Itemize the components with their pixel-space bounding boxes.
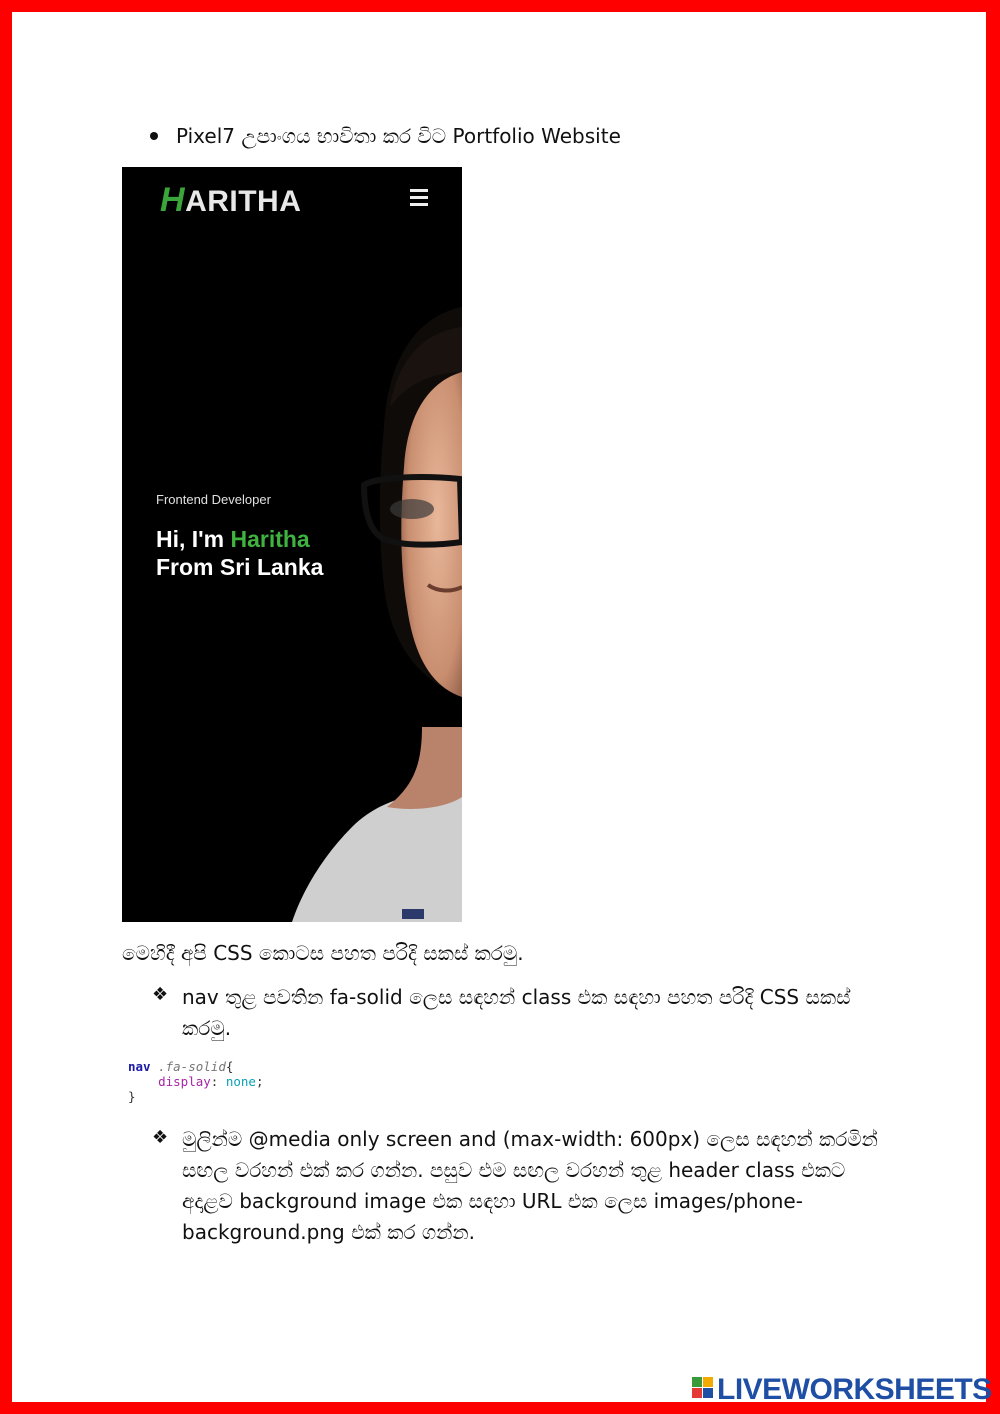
liveworksheets-logo[interactable]	[692, 1373, 992, 1406]
bullet-item-nav: nav තුළ පවතින fa-solid ලෙස සඳහන් class එක සඳහා පහත පරිදි CSS සකස් කරමු.	[182, 985, 851, 1040]
code-property: display	[158, 1074, 211, 1089]
bullet-dot	[150, 132, 158, 140]
brand-text: LIVEWORKSHEETS	[717, 1373, 992, 1406]
code-value: none	[225, 1074, 256, 1089]
code-selector: .fa-solid	[158, 1059, 226, 1074]
code-keyword: nav	[128, 1059, 151, 1074]
bullet-item-pixel7	[150, 121, 621, 152]
site-logo[interactable]	[160, 181, 301, 220]
diamond-bullet-icon: ❖	[152, 1127, 169, 1148]
code-brace-close: }	[128, 1089, 136, 1104]
intro-paragraph: මෙහිදී අපි CSS කොටස පහත පරිදි සකස් කරමු.	[122, 941, 524, 965]
code-brace-open: {	[225, 1059, 234, 1074]
code-colon: :	[210, 1074, 226, 1089]
logo-initial: H	[160, 181, 186, 219]
hero-role: Frontend Developer	[156, 492, 271, 507]
liveworksheets-mark-icon	[692, 1377, 714, 1399]
hamburger-icon[interactable]	[410, 189, 428, 210]
bullet-item-media-query: මුලින්ම @media only screen and (max-width: 600px) ලෙස සඳහන් කරමින් සඟල වරහන් එක් කර ගන්න. පසුව එම සඟල වරහන් තුළ header class එකට අදාළව background image එක සඳහා URL එක ලෙස images/phone-background.png එක් කර ගන්න.	[182, 1127, 878, 1244]
hero-name: Haritha	[230, 526, 310, 552]
logo-text: ARITHA	[185, 185, 302, 218]
hero-heading	[156, 525, 323, 581]
phone-screenshot	[122, 167, 462, 922]
diamond-bullet-icon: ❖	[152, 984, 169, 1005]
bullet-text: Pixel7 උපාංගය භාවිතා කර විට Portfolio Website	[176, 124, 621, 148]
hero-greeting: Hi, I'm	[156, 526, 231, 552]
code-semicolon: ;	[255, 1074, 264, 1089]
hero-location: From Sri Lanka	[156, 554, 324, 580]
code-snippet	[128, 1059, 264, 1104]
